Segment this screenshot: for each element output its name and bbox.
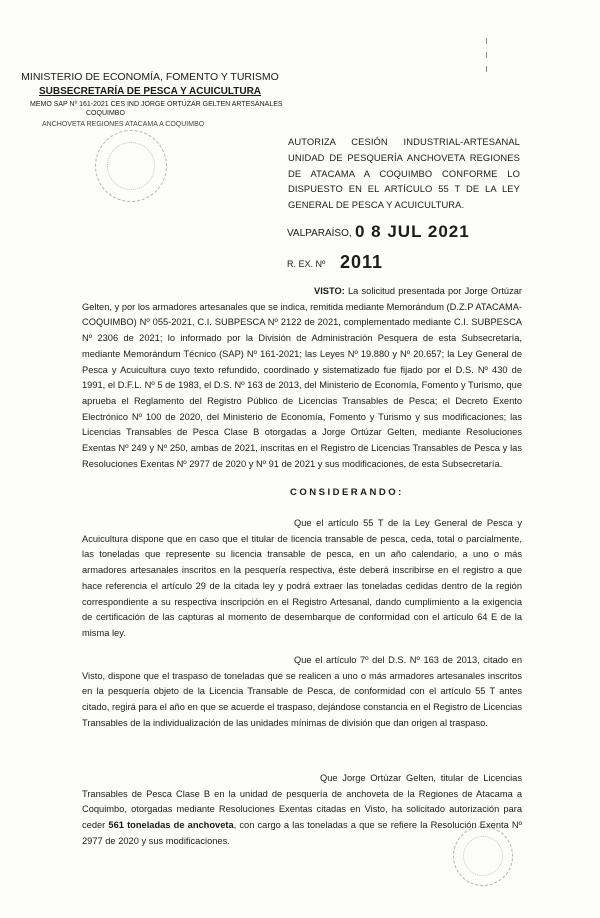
tonnage-highlight: 561 toneladas de anchoveta	[108, 820, 234, 831]
bottom-stamp-inner	[463, 836, 503, 876]
ministry-name: MINISTERIO DE ECONOMÍA, FOMENTO Y TURISMO	[21, 71, 279, 83]
visto-text: La solicitud presentada por Jorge Ortúzar Gelten, y por los armadores artesanales que se indica, remitida mediante Memorándum (D.Z.P ATACAMA-COQUIMBO) Nº 055-2021, C.I. SUBPESCA Nº 2122 de 2021, complementado mediante C.I. SUBPESCA Nº 2306 de 2021; lo informado por la División de Administración Pesquera de esta Subsecretaría, mediante Memorándum Técnico (SAP) Nº 161-2021; las Leyes Nº 19.880 y Nº 20.657; la Ley General de Pesca y Acuicultura cuyo texto refundido, coordinado y sistematizado fue fijado por el D.S. Nº 430 de 1991, el D.F.L. Nº 5 de 1983, el D.S. Nº 163 de 2013, del Ministerio de Economía, Fomento y Turismo, que aprueba el Reglamento del Registro Público de Licencias Transables de Pesca; el Decreto Exento Electrónico Nº 100 de 2020, del Ministerio de Economía, Fomento y Turismo y sus modificaciones; las Licencias Transables de Pesca Clase B otorgadas a Jorge Ortúzar Gelten, mediante Resoluciones Exentas Nº 249 y Nº 250, ambas de 2021, inscritas en el Registro de Licencias Transables de Pesca y las Resoluciones Exentas Nº 2977 de 2020 y Nº 91 de 2021 y sus modificaciones, de esta Subsecretaría.	[82, 286, 522, 469]
paragraph-3-text-a: Que Jorge Ortúzar Gelten, titular de Licencias Transables de Pesca Clase B en la unidad de pesquería de anchoveta de la Regiones de Atacama a Coquimbo, otorgadas mediante Resoluciones Exentas citadas en Visto, ha solicitado autorización para ceder	[82, 773, 522, 831]
date-label: VALPARAÍSO,	[287, 228, 352, 239]
paragraph-3-text-b: , con cargo a las toneladas a que se refiere la Resolución Exenta Nº 2977 de 2020 y sus modificaciones.	[82, 820, 523, 846]
subsecretaria-name: SUBSECRETARÍA DE PESCA Y ACUICULTURA	[38, 86, 262, 97]
visto-heading: VISTO:	[314, 286, 345, 296]
memo-species: ANCHOVETA REGIONES ATACAMA A COQUIMBO	[42, 121, 205, 128]
considerando-paragraph-2: Que el artículo 7º del D.S. Nº 163 de 2013, citado en Visto, dispone que el traspaso de toneladas que se realicen a uno o más armadores artesanales inscritos en la pesquería objeto de la Licencia Transable de Pesca, de conformidad con el artículo 55 T antes citado, regirá para el año en que se acuerde el traspaso, dejándose constancia en el Registro de Licencias Transables de la individualización de las unidades mínimas de división que dan origen al traspaso.	[82, 655, 522, 728]
resolution-number: 2011	[340, 252, 384, 272]
date-stamp: 0 8 JUL 2021	[355, 222, 470, 241]
resolution-number-label: R. EX. Nº	[287, 259, 326, 269]
considerando-paragraph-1: Que el artículo 55 T de la Ley General de Pesca y Acuicultura dispone que en caso que el titular de licencia transable de pesca, ceda, total o parcialmente, las toneladas que represente su licencia transable de pesca, en un año calendario, a uno o más armadores artesanales inscritos en la pesquería respectiva, éste deberá inscribirse en el registro a que hace referencia el artículo 29 de la citada ley y podrá extraer las toneladas cedidas dentro de la región correspondiente a su respectiva inscripción en el Registro Artesanal, dando cumplimiento a la exigencia de certificación de las capturas al momento de desembarque de conformidad con el artículo 64 E de la misma ley.	[82, 518, 522, 638]
memo-reference: MEMO SAP Nº 161-2021 CES IND JORGE ORTÚZAR GELTEN ARTESANALES	[30, 101, 283, 108]
resolution-subject: AUTORIZA CESIÓN INDUSTRIAL-ARTESANAL UNIDAD DE PESQUERÍA ANCHOVETA REGIONES DE ATACAMA A COQUIMBO CONFORME LO DISPUESTO EN EL ARTÍCULO 55 T DE LA LEY GENERAL DE PESCA Y ACUICULTURA.	[288, 136, 520, 211]
official-stamp-inner	[107, 142, 155, 190]
memo-region: COQUIMBO	[86, 110, 125, 117]
considerando-paragraph-3	[82, 771, 522, 850]
visto-paragraph	[82, 284, 522, 472]
considerando-heading: CONSIDERANDO:	[290, 487, 404, 498]
